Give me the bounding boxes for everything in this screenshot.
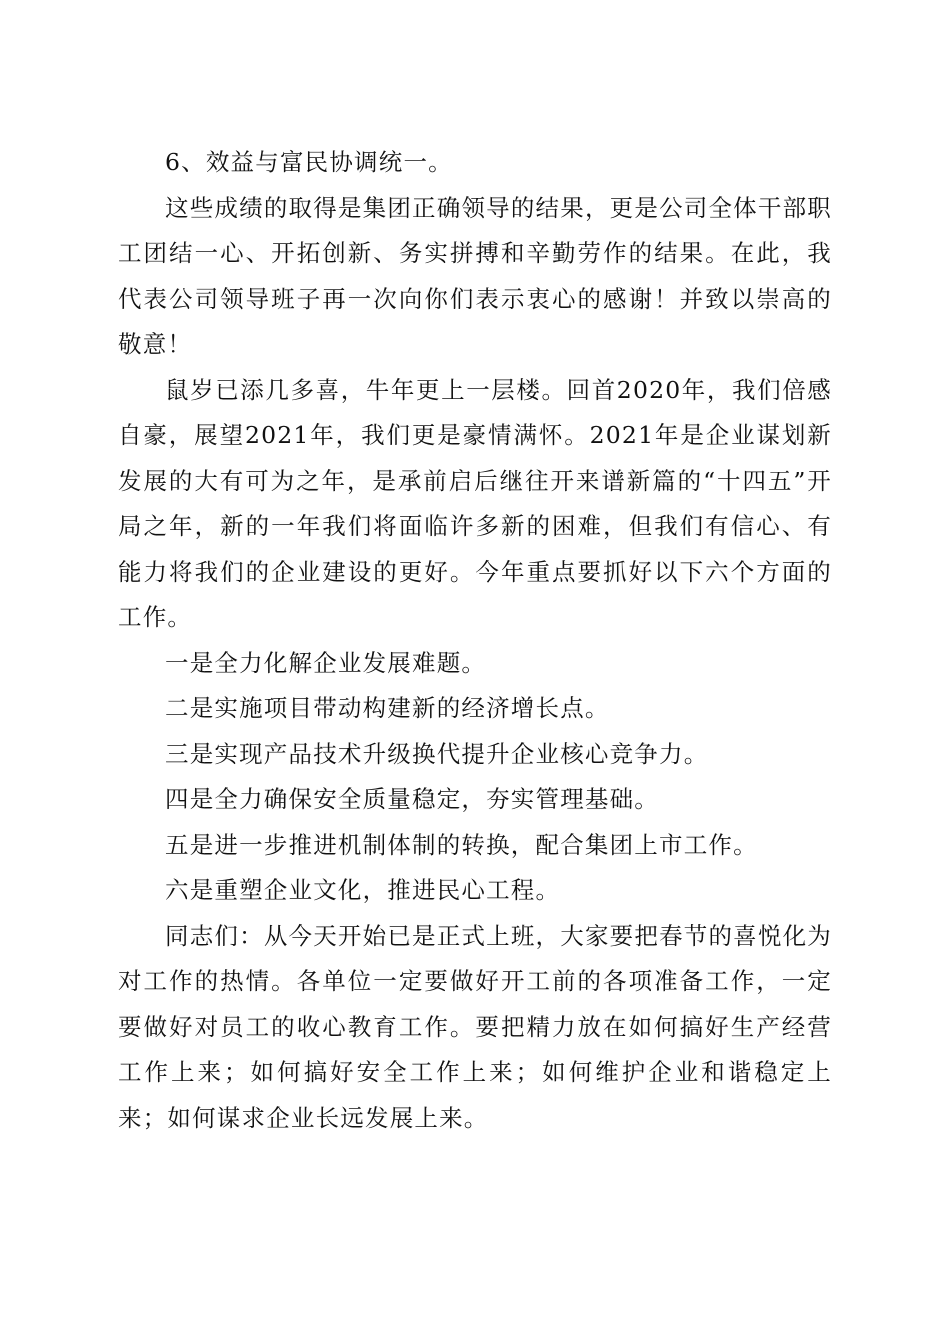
paragraph-task-1: 一是全力化解企业发展难题。 xyxy=(165,648,487,677)
document-body xyxy=(118,140,832,1141)
paragraph-task-2: 二是实施项目带动构建新的经济增长点。 xyxy=(165,694,610,722)
paragraph-task-3: 三是实现产品技术升级换代提升企业核心竞争力。 xyxy=(165,739,709,768)
paragraph-outlook: 鼠岁已添几多喜，牛年更上一层楼。回首2020年，我们倍感自豪，展望2021年，我们更是豪情满怀。2021年是企业谋划新发展的大有可为之年，是承前启后继往开来谱新篇的“十四五”开局之年，新的一年我们将面临许多新的困难，但我们有信心、有能力将我们的企业建设的更好。今年重点要抓好以下六个方面的工作。 xyxy=(118,375,832,631)
paragraph-task-6: 六是重塑企业文化，推进民心工程。 xyxy=(165,876,561,904)
paragraph-thanks: 这些成绩的取得是集团正确领导的结果，更是公司全体干部职工团结一心、开拓创新、务实拼搏和辛勤劳作的结果。在此，我代表公司领导班子再一次向你们表示衷心的感谢！并致以崇高的敬意！ xyxy=(118,193,832,358)
paragraph-item-6-summary: 6、效益与富民协调统一。 xyxy=(165,148,453,176)
paragraph-task-4: 四是全力确保安全质量稳定，夯实管理基础。 xyxy=(165,785,659,813)
paragraph-task-5: 五是进一步推进机制体制的转换，配合集团上市工作。 xyxy=(165,830,758,859)
paragraph-closing: 同志们：从今天开始已是正式上班，大家要把春节的喜悦化为对工作的热情。各单位一定要做好开工前的各项准备工作，一定要做好对员工的收心教育工作。要把精力放在如何搞好生产经营工作上来；如何搞好安全工作上来；如何维护企业和谐稳定上来；如何谋求企业长远发展上来。 xyxy=(118,921,832,1132)
